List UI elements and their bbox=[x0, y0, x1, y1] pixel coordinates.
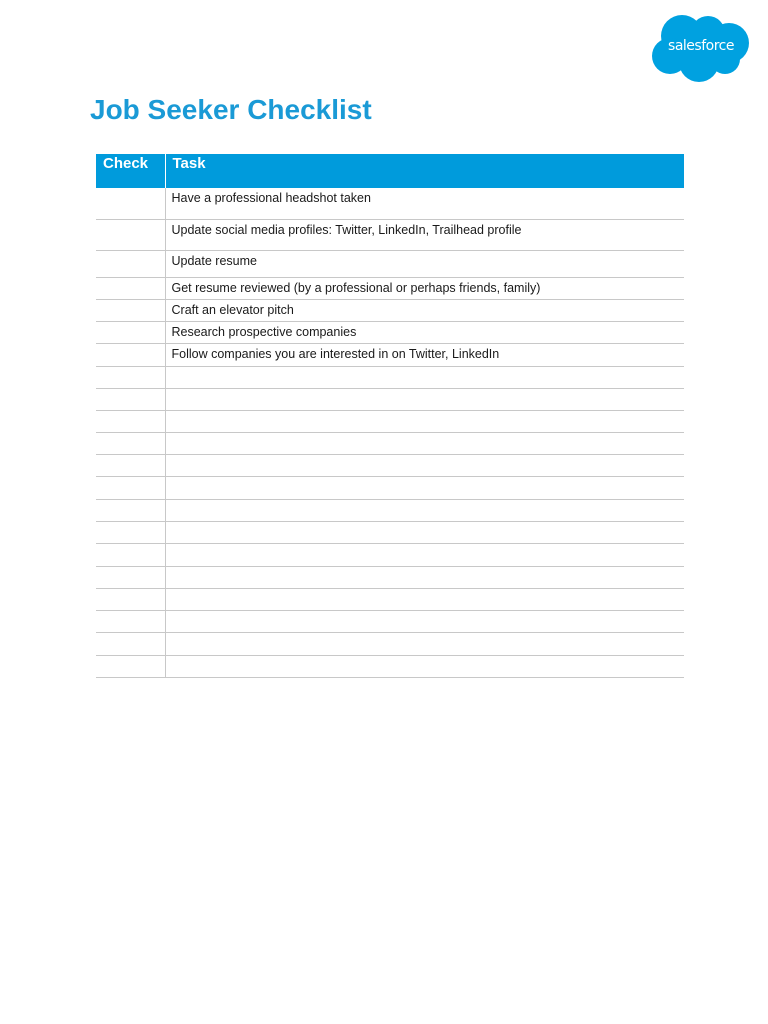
table-row bbox=[96, 610, 684, 632]
task-cell: Craft an elevator pitch bbox=[165, 299, 684, 321]
table-row bbox=[96, 388, 684, 410]
task-cell: Research prospective companies bbox=[165, 321, 684, 343]
column-header-check: Check bbox=[96, 154, 165, 188]
task-cell bbox=[165, 388, 684, 410]
task-cell bbox=[165, 588, 684, 610]
logo-wordmark: salesforce bbox=[668, 38, 734, 54]
page-title: Job Seeker Checklist bbox=[90, 94, 372, 125]
table-row bbox=[96, 219, 684, 250]
table-row bbox=[96, 588, 684, 610]
table-row bbox=[96, 277, 684, 299]
task-cell bbox=[165, 476, 684, 499]
task-cell: Have a professional headshot taken bbox=[165, 188, 684, 219]
check-cell[interactable] bbox=[96, 219, 165, 250]
check-cell[interactable] bbox=[96, 632, 165, 655]
table-body bbox=[96, 188, 684, 677]
checklist-table bbox=[96, 154, 684, 678]
check-cell[interactable] bbox=[96, 454, 165, 476]
check-cell[interactable] bbox=[96, 588, 165, 610]
task-cell bbox=[165, 632, 684, 655]
table-row bbox=[96, 655, 684, 677]
check-cell[interactable] bbox=[96, 543, 165, 566]
task-cell: Get resume reviewed (by a professional or perhaps friends, family) bbox=[165, 277, 684, 299]
check-cell[interactable] bbox=[96, 321, 165, 343]
task-cell bbox=[165, 610, 684, 632]
table-row bbox=[96, 499, 684, 521]
table-row bbox=[96, 632, 684, 655]
check-cell[interactable] bbox=[96, 188, 165, 219]
table-header-row bbox=[96, 154, 684, 188]
check-cell[interactable] bbox=[96, 655, 165, 677]
table-row bbox=[96, 299, 684, 321]
check-cell[interactable] bbox=[96, 610, 165, 632]
check-cell[interactable] bbox=[96, 566, 165, 588]
task-cell bbox=[165, 454, 684, 476]
task-cell bbox=[165, 499, 684, 521]
table-row bbox=[96, 250, 684, 277]
table-row bbox=[96, 321, 684, 343]
table-row bbox=[96, 566, 684, 588]
table-row bbox=[96, 410, 684, 432]
task-cell bbox=[165, 566, 684, 588]
check-cell[interactable] bbox=[96, 343, 165, 366]
table-row bbox=[96, 521, 684, 543]
task-cell bbox=[165, 410, 684, 432]
task-cell bbox=[165, 366, 684, 388]
task-cell: Update social media profiles: Twitter, LinkedIn, Trailhead profile bbox=[165, 219, 684, 250]
task-cell bbox=[165, 543, 684, 566]
task-cell: Follow companies you are interested in on Twitter, LinkedIn bbox=[165, 343, 684, 366]
table-row bbox=[96, 432, 684, 454]
table-row bbox=[96, 543, 684, 566]
check-cell[interactable] bbox=[96, 476, 165, 499]
table-row bbox=[96, 476, 684, 499]
check-cell[interactable] bbox=[96, 299, 165, 321]
salesforce-logo bbox=[650, 12, 750, 84]
check-cell[interactable] bbox=[96, 388, 165, 410]
check-cell[interactable] bbox=[96, 410, 165, 432]
task-cell bbox=[165, 655, 684, 677]
table-row bbox=[96, 343, 684, 366]
column-header-task: Task bbox=[165, 154, 684, 188]
check-cell[interactable] bbox=[96, 432, 165, 454]
check-cell[interactable] bbox=[96, 521, 165, 543]
check-cell[interactable] bbox=[96, 250, 165, 277]
check-cell[interactable] bbox=[96, 499, 165, 521]
table-row bbox=[96, 366, 684, 388]
check-cell[interactable] bbox=[96, 366, 165, 388]
task-cell bbox=[165, 432, 684, 454]
table-row bbox=[96, 454, 684, 476]
task-cell bbox=[165, 521, 684, 543]
check-cell[interactable] bbox=[96, 277, 165, 299]
task-cell: Update resume bbox=[165, 250, 684, 277]
table-row bbox=[96, 188, 684, 219]
